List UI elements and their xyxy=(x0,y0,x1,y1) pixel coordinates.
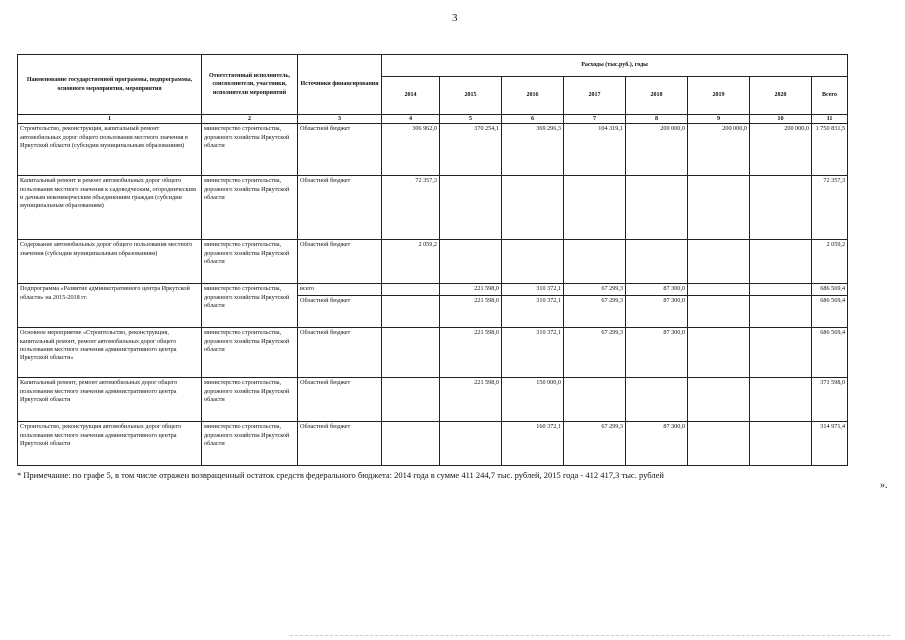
footnote: * Примечание: по графе 5, в том числе отражен возвращенный остаток средств федерального бюджета: 2014 года в сумме 411 244,7 тыс. рублей, 2015 года - 412 417,3 тыс. рублей xyxy=(17,470,664,480)
header-year: 2014 xyxy=(382,77,440,115)
row-value: 72 357,3 xyxy=(812,176,848,240)
row-value: 67 299,3 xyxy=(564,328,626,378)
row-source: Областной бюджет xyxy=(298,296,382,328)
row-value xyxy=(688,284,750,296)
table-row xyxy=(18,240,848,284)
row-executor: министерство строительства, дорожного хозяйства Иркутской области xyxy=(202,422,298,466)
row-value: 150 000,0 xyxy=(502,378,564,422)
row-value xyxy=(750,284,812,296)
row-value: 200 000,0 xyxy=(750,124,812,176)
row-value xyxy=(750,422,812,466)
row-value: 87 300,0 xyxy=(626,422,688,466)
row-value: 221 598,0 xyxy=(440,328,502,378)
row-value: 370 254,1 xyxy=(440,124,502,176)
table-row xyxy=(18,422,848,466)
row-value xyxy=(440,422,502,466)
row-value xyxy=(382,284,440,296)
row-name: Подпрограмма «Развитие административного центра Иркутской области» на 2015-2018 гг. xyxy=(18,284,202,328)
row-value: 686 569,4 xyxy=(812,328,848,378)
row-executor: министерство строительства, дорожного хозяйства Иркутской области xyxy=(202,378,298,422)
row-source: Областной бюджет xyxy=(298,240,382,284)
column-index: 2 xyxy=(202,115,298,124)
row-name: Капитальный ремонт и ремонт автомобильных дорог общего пользования местного значения к садоводческим, огородническим и дачным некоммерческим объединениям граждан (субсидии муниципальным образованиям) xyxy=(18,176,202,240)
column-index: 7 xyxy=(564,115,626,124)
row-name: Капитальный ремонт, ремонт автомобильных дорог общего пользования местного значения административного центра Иркутской области xyxy=(18,378,202,422)
row-source: Областной бюджет xyxy=(298,422,382,466)
row-value xyxy=(564,378,626,422)
row-name: Строительство, реконструкция автомобильных дорог общего пользования местного значения административного центра Иркутской области xyxy=(18,422,202,466)
column-index: 5 xyxy=(440,115,502,124)
row-value: 369 296,3 xyxy=(502,124,564,176)
header-year: Всего xyxy=(812,77,848,115)
row-value: 67 299,3 xyxy=(564,284,626,296)
row-value xyxy=(382,296,440,328)
row-source: Областной бюджет xyxy=(298,328,382,378)
row-value: 87 300,0 xyxy=(626,328,688,378)
row-value xyxy=(750,378,812,422)
row-name: Строительство, реконструкция, капитальный ремонт автомобильных дорог общего пользования местного значения в Иркутской области (субсидии муниципальным образованиям) xyxy=(18,124,202,176)
header-year: 2020 xyxy=(750,77,812,115)
row-value: 686 569,4 xyxy=(812,296,848,328)
table-row xyxy=(18,176,848,240)
row-source: Областной бюджет xyxy=(298,176,382,240)
row-value xyxy=(688,176,750,240)
row-value xyxy=(688,378,750,422)
row-value xyxy=(750,176,812,240)
row-value: 67 299,3 xyxy=(564,422,626,466)
header-year: 2019 xyxy=(688,77,750,115)
column-index: 10 xyxy=(750,115,812,124)
row-value: 686 569,4 xyxy=(812,284,848,296)
column-index: 11 xyxy=(812,115,848,124)
column-index: 6 xyxy=(502,115,564,124)
row-value xyxy=(688,240,750,284)
row-name: Основное мероприятие «Строительство, реконструкция, капитальный ремонт, ремонт автомобильных дорог общего пользования местного значения административного центра Иркутской области» xyxy=(18,328,202,378)
row-value: 221 598,0 xyxy=(440,296,502,328)
row-value: 67 299,3 xyxy=(564,296,626,328)
row-value xyxy=(382,378,440,422)
table-row xyxy=(18,124,848,176)
column-index: 4 xyxy=(382,115,440,124)
row-value: 310 372,1 xyxy=(502,296,564,328)
header-name: Наименование государственной программы, подпрограммы, основного мероприятия, мероприятия xyxy=(18,55,202,115)
row-value: 221 598,0 xyxy=(440,378,502,422)
row-executor: министерство строительства, дорожного хозяйства Иркутской области xyxy=(202,328,298,378)
row-executor: министерство строительства, дорожного хозяйства Иркутской области xyxy=(202,176,298,240)
column-index: 9 xyxy=(688,115,750,124)
budget-table xyxy=(17,54,848,466)
row-value xyxy=(440,176,502,240)
row-value: 72 357,3 xyxy=(382,176,440,240)
row-value: 371 598,0 xyxy=(812,378,848,422)
table-row xyxy=(18,284,848,296)
closing-mark: ». xyxy=(880,480,888,491)
row-value xyxy=(564,240,626,284)
header-executor: Ответственный исполнитель, соисполнители, участники, исполнители мероприятий xyxy=(202,55,298,115)
row-value: 87 300,0 xyxy=(626,296,688,328)
row-value: 87 300,0 xyxy=(626,284,688,296)
row-value xyxy=(564,176,626,240)
header-expenses: Расходы (тыс.руб.), годы xyxy=(382,55,848,77)
row-value: 2 059,2 xyxy=(382,240,440,284)
row-value xyxy=(688,296,750,328)
column-index: 3 xyxy=(298,115,382,124)
row-value xyxy=(626,240,688,284)
row-value: 200 000,0 xyxy=(626,124,688,176)
row-source: всего xyxy=(298,284,382,296)
header-year: 2015 xyxy=(440,77,502,115)
header-year: 2017 xyxy=(564,77,626,115)
row-source: Областной бюджет xyxy=(298,124,382,176)
table-row xyxy=(18,328,848,378)
row-value xyxy=(750,296,812,328)
page-number: 3 xyxy=(452,12,458,24)
row-name: Содержание автомобильных дорог общего пользования местного значения (субсидии муниципальным образованиям) xyxy=(18,240,202,284)
row-value: 104 319,1 xyxy=(564,124,626,176)
row-value: 160 372,1 xyxy=(502,422,564,466)
row-value: 310 372,1 xyxy=(502,284,564,296)
row-value: 306 962,0 xyxy=(382,124,440,176)
row-value: 2 059,2 xyxy=(812,240,848,284)
row-value xyxy=(382,328,440,378)
row-value: 221 598,0 xyxy=(440,284,502,296)
header-source: Источники финансирования xyxy=(298,55,382,115)
column-index: 8 xyxy=(626,115,688,124)
header-year: 2018 xyxy=(626,77,688,115)
row-value xyxy=(382,422,440,466)
row-value xyxy=(626,378,688,422)
row-source: Областной бюджет xyxy=(298,378,382,422)
row-value xyxy=(750,328,812,378)
row-value: 310 372,1 xyxy=(502,328,564,378)
row-value xyxy=(750,240,812,284)
row-value xyxy=(502,176,564,240)
row-value xyxy=(688,328,750,378)
column-index: 1 xyxy=(18,115,202,124)
scan-artifact xyxy=(290,635,890,637)
row-value xyxy=(502,240,564,284)
row-value: 200 000,0 xyxy=(688,124,750,176)
row-executor: министерство строительства, дорожного хозяйства Иркутской области xyxy=(202,124,298,176)
row-executor: министерство строительства, дорожного хозяйства Иркутской области xyxy=(202,240,298,284)
row-value: 1 750 831,5 xyxy=(812,124,848,176)
row-value xyxy=(688,422,750,466)
row-value xyxy=(626,176,688,240)
row-executor: министерство строительства, дорожного хозяйства Иркутской области xyxy=(202,284,298,328)
row-value xyxy=(440,240,502,284)
row-value: 314 971,4 xyxy=(812,422,848,466)
header-year: 2016 xyxy=(502,77,564,115)
table-row xyxy=(18,378,848,422)
